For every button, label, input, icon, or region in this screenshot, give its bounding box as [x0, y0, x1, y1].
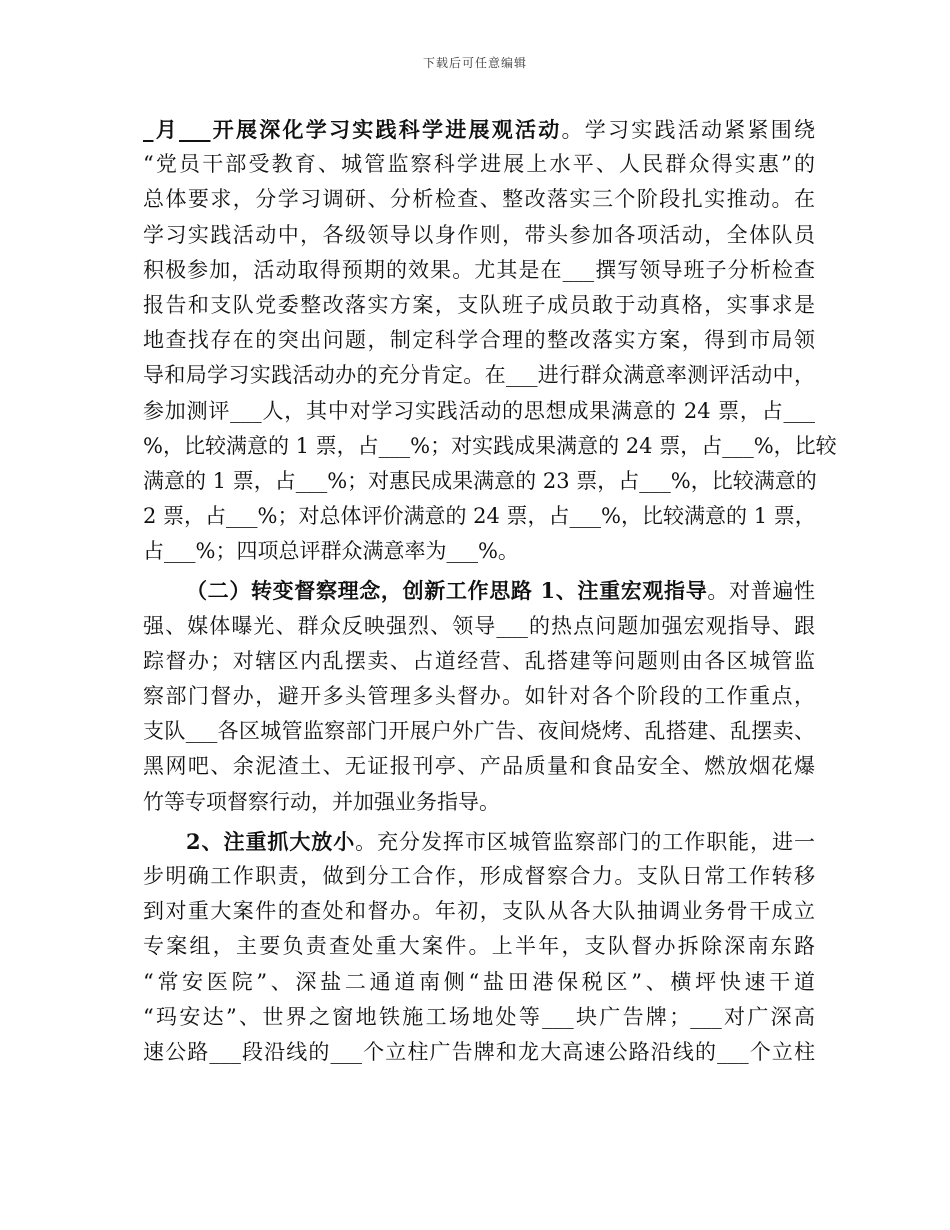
text-line: [143, 749, 815, 784]
text-run: 学习实践活动中，各级领导以身作则，带头参加各项活动，全体队员: [143, 222, 815, 247]
text-line: [143, 429, 837, 464]
text-line: [143, 824, 815, 859]
text-line: [143, 534, 815, 569]
text-run: 报告和支队党委整改落实方案，支队班子成员敢于动真格，实事求是: [143, 292, 815, 317]
text-run: 积极参加，活动取得预期的效果。尤其是在___撰写领导班子分析检查: [143, 257, 815, 282]
text-line: [143, 218, 815, 253]
text-run: “党员干部受教育、城管监察科学进展上水平、人民群众得实惠”的: [143, 152, 815, 177]
bold-text: 2、注重抓大放小: [186, 828, 356, 854]
paragraph: [143, 573, 815, 819]
text-run: 支队___各区城管监察部门开展户外广告、夜间烧烤、乱搭建、乱摆卖、: [143, 719, 815, 744]
bold-text: _月___开展深化学习实践科学进展观活动: [143, 117, 562, 142]
text-line: [143, 147, 815, 182]
text-line: [143, 182, 815, 217]
text-run: 踪督办；对辖区内乱摆卖、占道经营、乱搭建等问题则由各区城管监: [143, 648, 815, 673]
bold-text: （二）转变督察理念，创新工作思路 1、注重宏观指导: [186, 578, 708, 604]
text-run: 步明确工作职责，做到分工合作，形成督察合力。支队日常工作转移: [143, 863, 815, 888]
text-run: 察部门督办，避开多头管理多头督办。如针对各个阶段的工作重点，: [143, 684, 815, 708]
text-line: [143, 609, 815, 644]
text-run: 。对普遍性: [707, 579, 816, 604]
text-run: %，比较满意的 1 票，占___%；对实践成果满意的 24 票，占___%，比较: [143, 433, 837, 458]
text-run: 满意的 1 票，占___%；对惠民成果满意的 23 票，占___%，比较满意的: [143, 468, 817, 493]
text-line: [143, 499, 815, 534]
text-line: [143, 644, 815, 679]
text-line: [143, 358, 815, 393]
text-run: 总体要求，分学习调研、分析检查、整改落实三个阶段扎实推动。在: [143, 187, 815, 212]
text-line: [143, 112, 815, 147]
text-run: 地查找存在的突出问题，制定科学合理的整改落实方案，得到市局领: [143, 328, 815, 353]
text-run: “常安医院”、深盐二通道南侧“盐田港保税区”、横坪快速干道: [143, 969, 815, 994]
text-run: 占___%；四项总评群众满意率为___%。: [143, 539, 519, 564]
text-run: 黑网吧、余泥渣土、无证报刊亭、产品质量和食品安全、燃放烟花爆: [143, 754, 815, 779]
text-line: [143, 894, 815, 929]
text-line: [143, 679, 815, 714]
text-run: 。充分发挥市区城管监察部门的工作职能，进一: [355, 829, 815, 854]
text-line: [143, 1035, 815, 1070]
text-line: [143, 323, 815, 358]
text-line: [143, 714, 815, 749]
text-line: [143, 288, 815, 323]
text-run: 。学习实践活动紧紧围绕: [561, 118, 815, 142]
text-line: [143, 394, 815, 429]
text-run: 专案组，主要负责查处重大案件。上半年，支队督办拆除深南东路: [143, 934, 815, 959]
text-line: [143, 859, 815, 894]
text-run: 到对重大案件的查处和督办。年初，支队从各大队抽调业务骨干成立: [143, 899, 815, 924]
text-run: 导和局学习实践活动办的充分肯定。在___进行群众满意率测评活动中，: [143, 363, 815, 388]
text-run: 竹等专项督察行动，并加强业务指导。: [143, 789, 500, 814]
paragraph: [143, 824, 815, 1070]
text-line: [143, 929, 815, 964]
paragraph: [143, 112, 837, 569]
text-line: [143, 785, 815, 820]
text-line: [143, 965, 815, 1000]
document-body: [143, 112, 837, 1070]
text-line: [143, 464, 815, 499]
text-run: 2 票，占___%；对总体评价满意的 24 票，占___%，比较满意的 1 票，: [143, 504, 816, 529]
text-run: 速公路___段沿线的___个立柱广告牌和龙大高速公路沿线的___个立柱: [143, 1039, 815, 1064]
text-run: 参加测评___人，其中对学习实践活动的思想成果满意的 24 票，占___: [143, 398, 815, 423]
text-line: [143, 1000, 815, 1035]
text-line: [143, 573, 815, 608]
text-run: “玛安达”、世界之窗地铁施工场地处等___块广告牌；___对广深高: [143, 1004, 815, 1029]
page-header: 下载后可任意编辑: [422, 56, 527, 70]
text-run: 强、媒体曝光、群众反映强烈、领导___的热点问题加强宏观指导、跟: [143, 613, 815, 638]
text-line: [143, 253, 815, 288]
